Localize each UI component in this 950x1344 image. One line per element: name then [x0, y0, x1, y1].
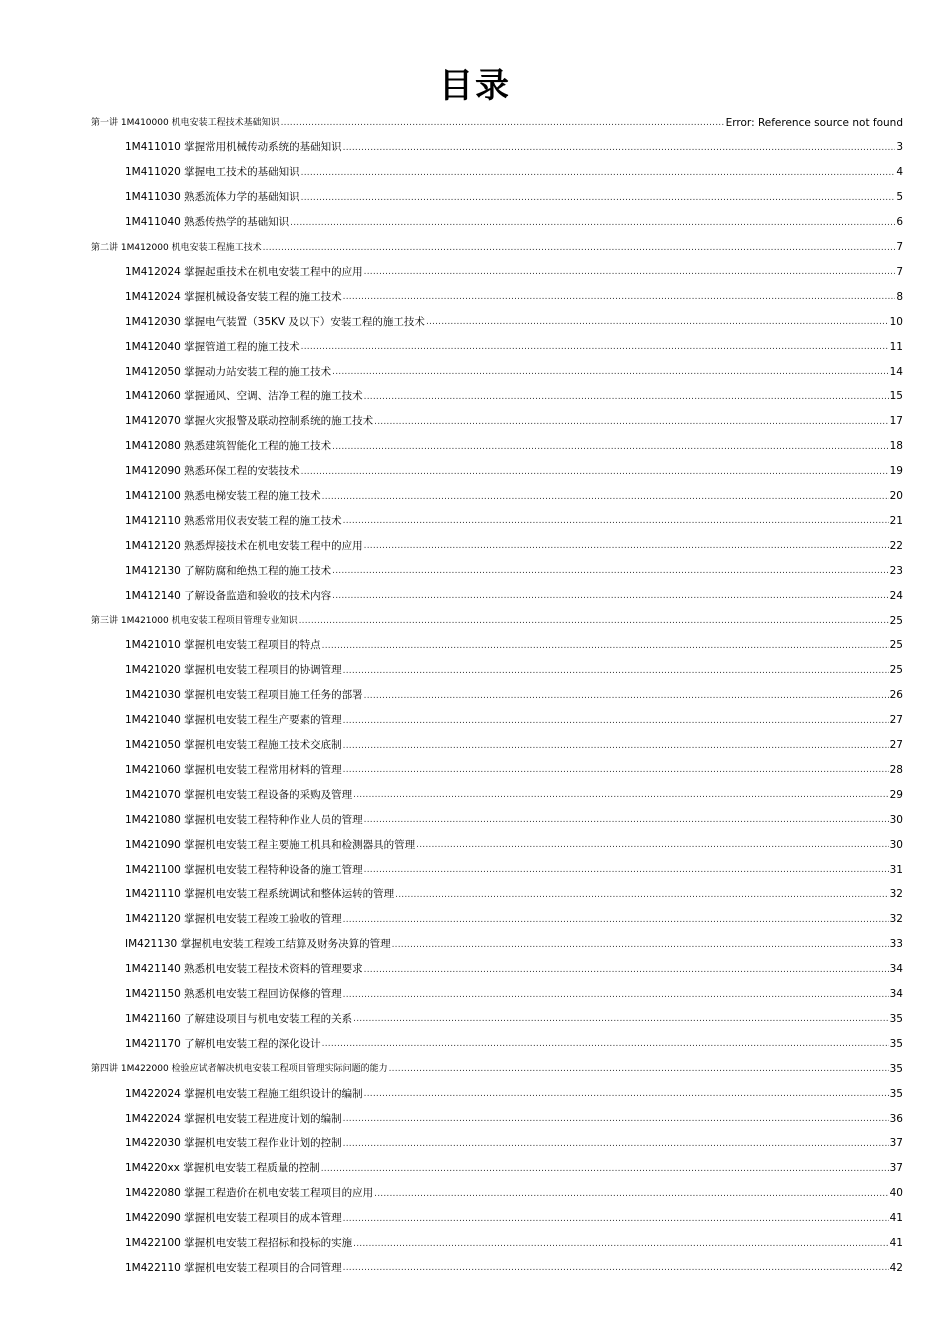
- toc-entry-title: 1M421100 掌握机电安装工程特种设备的施工管理: [125, 863, 363, 876]
- toc-chapter-entry[interactable]: [0, 233, 903, 253]
- toc-section-entry[interactable]: [0, 581, 903, 601]
- toc-section-entry[interactable]: [0, 631, 903, 651]
- toc-page-number: 11: [889, 340, 903, 353]
- dot-leader: [322, 642, 889, 651]
- toc-entry-title: 1M412040 掌握管道工程的施工技术: [125, 340, 300, 353]
- toc-entry-title: 1M412100 熟悉电梯安装工程的施工技术: [125, 490, 321, 502]
- toc-entry-title: 1M422100 掌握机电安装工程招标和投标的实施: [125, 1237, 353, 1249]
- toc-page-number: 40: [889, 1187, 903, 1200]
- toc-section-entry[interactable]: [0, 1079, 903, 1099]
- toc-page-number: 4: [896, 166, 903, 179]
- dot-leader: [322, 493, 889, 502]
- toc-section-entry[interactable]: [0, 855, 903, 875]
- toc-entry-title: 1M422024 掌握机电安装工程施工组织设计的编制: [125, 1087, 363, 1100]
- dot-leader: [364, 966, 889, 975]
- toc-section-entry[interactable]: [0, 506, 903, 526]
- toc-entry-title: 1M421140 熟悉机电安装工程技术资料的管理要求: [125, 963, 363, 976]
- toc-entry-title: 1M411030 熟悉流体力学的基础知识: [125, 191, 300, 204]
- toc-section-entry[interactable]: [0, 382, 903, 402]
- toc-entry-title: 1M421170 了解机电安装工程的深化设计: [125, 1037, 321, 1050]
- dot-leader: [416, 841, 888, 850]
- dot-leader: [321, 1165, 889, 1174]
- toc-section-entry[interactable]: [0, 930, 903, 950]
- toc-page-number: 3: [896, 141, 903, 154]
- toc-page-number: 34: [889, 988, 903, 1000]
- dot-leader: [343, 293, 896, 302]
- dot-leader: [389, 1065, 889, 1074]
- dot-leader: [364, 1090, 889, 1099]
- toc-entry-title: 第一讲 1M410000 机电安装工程技术基础知识: [91, 118, 280, 128]
- dot-leader: [290, 219, 895, 228]
- toc-page-number: 37: [889, 1137, 903, 1150]
- toc-page-number: 21: [889, 514, 903, 527]
- toc-page-number: 6: [896, 216, 903, 229]
- toc-entry-title: 1M421160 了解建设项目与机电安装工程的关系: [125, 1012, 353, 1025]
- dot-leader: [332, 567, 888, 576]
- toc-section-entry[interactable]: [0, 1179, 903, 1199]
- toc-entry-title: 1M412140 了解设备监造和验收的技术内容: [125, 589, 332, 602]
- toc-page-number: 24: [889, 589, 903, 602]
- toc-entry-title: 第四讲 1M422000 检验应试者解决机电安装工程项目管理实际问题的能力: [91, 1064, 388, 1075]
- dot-leader: [343, 742, 889, 751]
- dot-leader: [364, 692, 889, 701]
- dot-leader: [364, 268, 896, 277]
- toc-section-entry[interactable]: [0, 257, 903, 277]
- toc-page-number: 18: [889, 440, 903, 453]
- toc-page-number: 7: [896, 265, 903, 278]
- toc-entry-title: 1M411020 掌握电工技术的基础知识: [125, 166, 300, 179]
- dot-leader: [343, 1140, 889, 1149]
- toc-page-number: 33: [889, 938, 903, 951]
- dot-leader: [301, 194, 896, 203]
- dot-leader: [301, 169, 896, 178]
- toc-entry-title: 1M421070 掌握机电安装工程设备的采购及管理: [125, 788, 353, 801]
- toc-entry-title: 1M421120 掌握机电安装工程竣工验收的管理: [125, 913, 342, 926]
- toc-section-entry[interactable]: [0, 556, 903, 576]
- toc-section-entry[interactable]: [0, 432, 903, 452]
- toc-page-number: 32: [889, 888, 903, 901]
- toc-section-entry[interactable]: [0, 1129, 903, 1149]
- toc-entry-title: 1M421030 掌握机电安装工程项目施工任务的部署: [125, 689, 363, 702]
- toc-section-entry[interactable]: [0, 133, 903, 153]
- toc-entry-title: 1M422090 掌握机电安装工程项目的成本管理: [125, 1212, 342, 1225]
- toc-page-number: 19: [889, 465, 903, 478]
- toc-section-entry[interactable]: [0, 482, 903, 502]
- toc-entry-title: 1M421060 掌握机电安装工程常用材料的管理: [125, 763, 342, 776]
- toc-page-number: 27: [889, 714, 903, 727]
- dot-leader: [332, 443, 888, 452]
- toc-entry-title: 1M421040 掌握机电安装工程生产要素的管理: [125, 714, 342, 727]
- toc-entry-title: IM421130 掌握机电安装工程竣工结算及财务决算的管理: [125, 938, 391, 951]
- dot-leader: [374, 1190, 888, 1199]
- toc-entry-title: 1M421090 掌握机电安装工程主要施工机具和检测器具的管理: [125, 838, 416, 851]
- toc-entry-title: 第二讲 1M412000 机电安装工程施工技术: [91, 242, 262, 253]
- toc-section-entry[interactable]: [0, 805, 903, 825]
- toc-entry-title: 1M412130 了解防腐和绝热工程的施工技术: [125, 564, 332, 577]
- toc-section-entry[interactable]: [0, 457, 903, 477]
- dot-leader: [343, 916, 889, 925]
- toc-section-entry[interactable]: [0, 407, 903, 427]
- dot-leader: [364, 542, 889, 551]
- toc-page-number: 30: [889, 813, 903, 826]
- toc-page-number: 27: [889, 739, 903, 751]
- toc-section-entry[interactable]: [0, 681, 903, 701]
- toc-entry-title: 1M412050 掌握动力站安装工程的施工技术: [125, 365, 332, 378]
- dot-leader: [322, 1040, 889, 1049]
- toc-page-number: Error: Reference source not found: [725, 116, 903, 129]
- toc-section-entry[interactable]: [0, 1154, 903, 1174]
- toc-section-entry[interactable]: [0, 955, 903, 975]
- dot-leader: [301, 343, 889, 352]
- dot-leader: [343, 766, 889, 775]
- dot-leader: [299, 617, 889, 626]
- dot-leader: [343, 144, 896, 153]
- toc-section-entry[interactable]: [0, 830, 903, 850]
- dot-leader: [263, 244, 896, 253]
- toc-page-number: 10: [889, 315, 903, 328]
- toc-page-number: 34: [889, 963, 903, 976]
- toc-section-entry[interactable]: [0, 780, 903, 800]
- toc-page-number: 35: [889, 1037, 903, 1050]
- dot-leader: [332, 368, 888, 377]
- toc-section-entry[interactable]: [0, 332, 903, 352]
- toc-entry-title: 1M412060 掌握通风、空调、洁净工程的施工技术: [125, 390, 363, 403]
- dot-leader: [343, 717, 889, 726]
- toc-section-entry[interactable]: [0, 905, 903, 925]
- toc-entry-title: 1M422080 掌握工程造价在机电安装工程项目的应用: [125, 1187, 374, 1200]
- toc-page-number: 30: [889, 838, 903, 851]
- dot-leader: [343, 1115, 889, 1124]
- toc-page-number: 22: [889, 539, 903, 552]
- toc-entry-title: 1M412030 掌握电气装置（35KV 及以下）安装工程的施工技术: [125, 315, 425, 328]
- toc-page-number: 5: [896, 191, 903, 204]
- toc-page-number: 26: [889, 689, 903, 702]
- toc-page-number: 14: [889, 365, 903, 378]
- toc-page-number: 41: [889, 1237, 903, 1249]
- toc-section-entry[interactable]: [0, 755, 903, 775]
- toc-section-entry[interactable]: [0, 1029, 903, 1049]
- page-title: 目录: [439, 66, 511, 106]
- toc-entry-title: 1M421150 熟悉机电安装工程回访保修的管理: [125, 988, 342, 1000]
- dot-leader: [395, 891, 888, 900]
- toc-entry-title: 1M421080 掌握机电安装工程特种作业人员的管理: [125, 813, 363, 826]
- toc-entry-title: 1M412090 熟悉环保工程的安装技术: [125, 465, 300, 478]
- toc-entry-title: 1M421020 掌握机电安装工程项目的协调管理: [125, 664, 342, 677]
- toc-entry-title: 1M4220xx 掌握机电安装工程质量的控制: [125, 1162, 320, 1175]
- toc-section-entry[interactable]: [0, 208, 903, 228]
- toc-section-entry[interactable]: [0, 1004, 903, 1024]
- dot-leader: [392, 941, 889, 950]
- toc-section-entry[interactable]: [0, 1253, 903, 1273]
- toc-chapter-entry[interactable]: [0, 1054, 903, 1074]
- toc-page-number: 32: [889, 913, 903, 926]
- toc-entry-title: 1M412070 掌握火灾报警及联动控制系统的施工技术: [125, 415, 374, 428]
- toc-section-entry[interactable]: [0, 158, 903, 178]
- toc-page-number: 29: [889, 788, 903, 801]
- toc-entry-title: 1M412120 熟悉焊接技术在机电安装工程中的应用: [125, 539, 363, 552]
- toc-entry-title: 1M411040 熟悉传热学的基础知识: [125, 216, 290, 229]
- toc-entry-title: 1M421010 掌握机电安装工程项目的特点: [125, 639, 321, 652]
- dot-leader: [364, 393, 889, 402]
- toc-entry-title: 1M412024 掌握起重技术在机电安装工程中的应用: [125, 265, 363, 278]
- dot-leader: [301, 468, 889, 477]
- toc-section-entry[interactable]: [0, 731, 903, 751]
- toc-page-number: 25: [889, 614, 903, 627]
- toc-page-number: 42: [889, 1261, 903, 1274]
- toc-section-entry[interactable]: [0, 1229, 903, 1249]
- toc-page-number: 35: [889, 1062, 903, 1075]
- toc-page-number: 35: [889, 1087, 903, 1100]
- toc-page-number: 7: [896, 241, 903, 253]
- toc-page-number: 20: [889, 490, 903, 502]
- toc-entry-title: 1M421110 掌握机电安装工程系统调试和整体运转的管理: [125, 888, 395, 901]
- toc-page-number: 8: [896, 290, 903, 303]
- toc-entry-title: 1M412080 熟悉建筑智能化工程的施工技术: [125, 440, 332, 453]
- toc-section-entry[interactable]: [0, 307, 903, 327]
- toc-entry-title: 1M422030 掌握机电安装工程作业计划的控制: [125, 1137, 342, 1150]
- toc-section-entry[interactable]: [0, 1204, 903, 1224]
- toc-page-number: 31: [889, 863, 903, 876]
- dot-leader: [343, 1215, 889, 1224]
- toc-section-entry[interactable]: [0, 357, 903, 377]
- toc-page-number: 15: [889, 390, 903, 403]
- toc-page-number: 23: [889, 564, 903, 577]
- toc-chapter-entry[interactable]: [0, 108, 903, 128]
- toc-section-entry[interactable]: [0, 656, 903, 676]
- toc-page-number: 25: [889, 664, 903, 677]
- toc-page-number: 17: [889, 415, 903, 428]
- toc-section-entry[interactable]: [0, 282, 903, 302]
- toc-entry-title: 1M422110 掌握机电安装工程项目的合同管理: [125, 1261, 342, 1274]
- toc-section-entry[interactable]: [0, 706, 903, 726]
- toc-section-entry[interactable]: [0, 531, 903, 551]
- toc-page-number: 36: [889, 1112, 903, 1125]
- dot-leader: [343, 517, 889, 526]
- toc-section-entry[interactable]: [0, 880, 903, 900]
- toc-entry-title: 第三讲 1M421000 机电安装工程项目管理专业知识: [91, 616, 298, 626]
- toc-entry-title: 1M412024 掌握机械设备安装工程的施工技术: [125, 290, 342, 303]
- toc-section-entry[interactable]: [0, 183, 903, 203]
- dot-leader: [353, 1015, 888, 1024]
- dot-leader: [343, 1264, 889, 1273]
- dot-leader: [343, 991, 889, 1000]
- dot-leader: [343, 667, 889, 676]
- toc-section-entry[interactable]: [0, 980, 903, 1000]
- toc-page-number: 37: [889, 1162, 903, 1175]
- dot-leader: [281, 119, 725, 128]
- toc-page-number: 41: [889, 1212, 903, 1225]
- dot-leader: [374, 418, 888, 427]
- dot-leader: [353, 791, 888, 800]
- dot-leader: [364, 816, 889, 825]
- toc-entry-title: 1M411010 掌握常用机械传动系统的基础知识: [125, 141, 342, 154]
- dot-leader: [364, 866, 889, 875]
- toc-entry-title: 1M422024 掌握机电安装工程进度计划的编制: [125, 1112, 342, 1125]
- toc-entry-title: 1M421050 掌握机电安装工程施工技术交底制: [125, 739, 342, 751]
- toc-page-number: 35: [889, 1012, 903, 1025]
- toc-chapter-entry[interactable]: [0, 606, 903, 626]
- dot-leader: [426, 318, 889, 327]
- dot-leader: [332, 592, 888, 601]
- toc-section-entry[interactable]: [0, 1104, 903, 1124]
- toc-page-number: 28: [889, 763, 903, 776]
- toc-entry-title: 1M412110 熟悉常用仪表安装工程的施工技术: [125, 514, 342, 527]
- toc-page-number: 25: [889, 639, 903, 652]
- dot-leader: [353, 1240, 888, 1249]
